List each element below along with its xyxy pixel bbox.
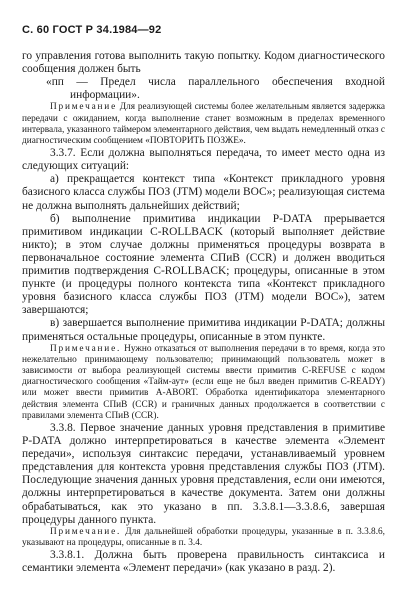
paragraph-item-v: в) завершается выполнение примитива индикации P-DATA; должны применяться остальные процедуры, описанные в этом пункте. xyxy=(22,317,385,343)
note-1-text: Для реализующей системы более желательным является задержка передачи с ожиданием, когда выполнение станет возможным в пределах временного интервала, указанного таймером элементарного действия, чем выдать немедленный отказ с диагностическим сообщением «ПОВТОРИТЬ ПОЗЖЕ». xyxy=(22,102,385,146)
note-2 xyxy=(22,344,385,422)
note-1 xyxy=(22,102,385,147)
paragraph-item-b: б) выполнение примитива индикации P-DATA прерывается примитивом индикации C-ROLLBACK (который выполняет действие никто); в этом случае должны применяться процедуры возврата в первоначальное состояние элемента СПиВ (CCR) и должен вводиться примитив подтверждения C-ROLLBACK; процедуры, описанные в этом пункте (и процедуры полного контекста типа «Контекст прикладного уровня базисного класса службы ПОЗ (JTM) модели ВОС»), затем завершаются; xyxy=(22,212,385,317)
note-3-label: Примечание. xyxy=(50,526,122,537)
paragraph-3-3-8: 3.3.8. Первое значение данных уровня представления в примитиве P-DATA должно интерпретироваться в качестве элемента «Элемент передачи», используя синтаксис передачи, устанавливаемый уровнем представления для контекста уровня представления службы ПОЗ (JTM). Последующие значения данных уровня представления, если они имеются, должны интерпретироваться в качестве документа. Затем они должны обрабатываться, как это указано в пп. 3.3.8.1—3.3.8.6, завершая процедуры данного пункта. xyxy=(22,422,385,526)
note-2-text: Нужно отказаться от выполнения передачи в то время, когда это нежелательно принимающему пользователю; принимающий пользователь может в зависимости от выбора реализующей системы ввести примитив C-REFUSE с кодом диагностического сообщения «Тайм-аут» (если еще не был введен примитив C-READY) или может ввести примитив A-ABORT. Обработка идентификатора элементарного действия элемента СПиВ (CCR) и граничных данных продолжается в соответствии с правилами элемента СПиВ (CCR). xyxy=(22,343,385,421)
note-1-label: Примечание xyxy=(50,102,117,113)
paragraph-3-3-8-1: 3.3.8.1. Должна быть проверена правильность синтаксиса и семантики элемента «Элемент передачи» (как указано в разд. 2). xyxy=(22,549,385,575)
page-header: С. 60 ГОСТ Р 34.1984—92 xyxy=(22,24,162,36)
paragraph-3-3-7: 3.3.7. Если должна выполняться передача, то имеет место одна из следующих ситуаций: xyxy=(22,147,385,173)
document-body xyxy=(22,50,385,575)
note-3-text: Для дальнейшей обработки процедуры, указанные в п. 3.3.8.6, указывают на процедуры, описанные в п. 3.4. xyxy=(22,526,385,548)
paragraph-item-a: а) прекращается контекст типа «Контекст прикладного уровня базисного класса службы ПОЗ (JTM) модели ВОС»; реализующая система не должна выполнять дальнейших действий; xyxy=(22,173,385,212)
paragraph-pp-code: «пп — Предел числа параллельного обеспечения входной информации». xyxy=(46,76,385,102)
note-2-label: Примечание. xyxy=(50,343,122,354)
paragraph-continuation: го управления готова выполнить такую попытку. Кодом диагностического сообщения должен быть xyxy=(22,50,385,76)
note-3 xyxy=(22,527,385,549)
